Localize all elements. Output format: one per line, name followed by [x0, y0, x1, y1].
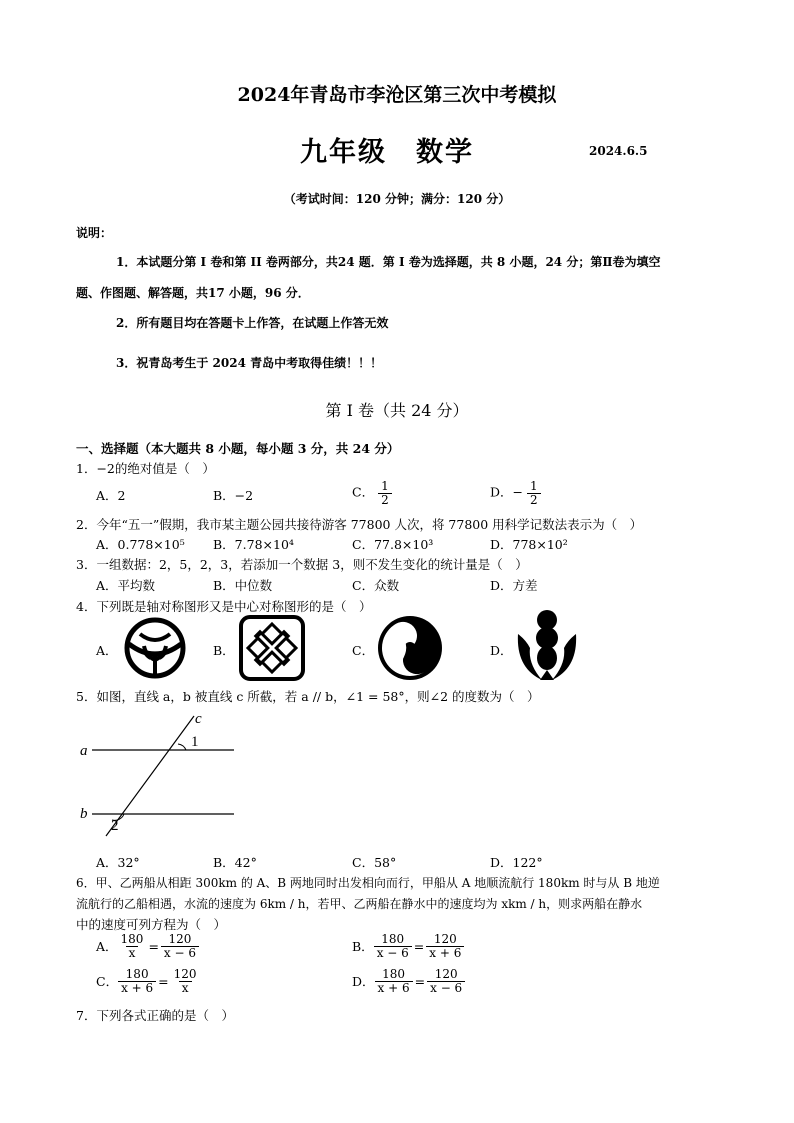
- q1-option-d-fraction: [527, 480, 541, 506]
- q5-angle-1-arc: [178, 744, 186, 750]
- q6-option-a: [96, 933, 199, 959]
- q4-stem: 4．下列既是轴对称图形又是中心对称图形的是（ ）: [76, 599, 372, 614]
- q6-option-b-equals: =: [413, 938, 425, 954]
- q6-option-c-right-fraction: [171, 968, 200, 994]
- q4-option-a: A．: [96, 643, 118, 658]
- q6-option-d-label: D．: [352, 974, 375, 990]
- q6-option-d-left-num: 180: [382, 967, 406, 981]
- q6-option-a-left-fraction: [118, 933, 147, 959]
- q4-option-c: C．: [352, 643, 375, 658]
- q2-option-d: D．778×10²: [490, 537, 568, 552]
- q2-option-a: A．0.778×10⁵: [96, 537, 185, 552]
- q6-stem-line-3: 中的速度可列方程为（ ）: [76, 917, 227, 932]
- q6-option-d: [352, 968, 465, 994]
- q6-option-c-label: C．: [96, 974, 119, 990]
- q6-option-b: [352, 933, 464, 959]
- q3-option-a: A．平均数: [96, 578, 156, 593]
- q5-stem: 5．如图，直线 a，b 被直线 c 所截，若 a // b，∠1 = 58°，则∠2 的度数为（ ）: [76, 689, 540, 704]
- q1-option-a: A．2: [96, 488, 126, 503]
- q1-option-c: [352, 480, 392, 506]
- q2-option-b: B．7.78×10⁴: [213, 537, 294, 552]
- q6-option-a-left-den: x: [126, 946, 139, 960]
- q6-option-b-label: B．: [352, 939, 374, 955]
- q6-option-b-left-num: 180: [381, 932, 405, 946]
- notes-item-1-line-2: 题、作图题、解答题，共17 小题，96 分．: [76, 286, 310, 300]
- q6-option-c-left-fraction: [118, 968, 156, 994]
- q5-label-b: b: [80, 806, 88, 822]
- q1-option-d-label: D．−: [490, 484, 523, 500]
- q5-label-c: c: [195, 711, 202, 727]
- q6-option-b-right-fraction: [426, 933, 464, 959]
- notes-label: 说明：: [76, 226, 113, 240]
- q1-option-c-fraction: [378, 480, 392, 506]
- q1-option-c-denominator: 2: [378, 493, 392, 507]
- q6-option-a-right-fraction: [161, 933, 199, 959]
- q4-option-b: B．: [213, 643, 235, 658]
- q5-label-a: a: [80, 743, 88, 759]
- q5-option-c: C．58°: [352, 855, 397, 870]
- q6-option-c-right-num: 120: [173, 967, 197, 981]
- q5-line-c: [106, 716, 194, 836]
- q6-stem-line-2: 流航行的乙船相遇，水流的速度为 6km / h，若甲、乙两船在静水中的速度均为 xkm / h，则求两船在静水: [76, 897, 643, 911]
- q6-option-c-left-num: 180: [125, 967, 149, 981]
- q6-option-d-right-fraction: [427, 968, 465, 994]
- part1-heading: 一、选择题（本大题共 8 小题，每小题 3 分，共 24 分）: [76, 441, 400, 456]
- q5-label-1: 1: [191, 734, 199, 750]
- q6-option-c-equals: =: [158, 973, 169, 989]
- q1-option-d: [490, 480, 541, 506]
- q6-option-d-right-num: 120: [434, 967, 458, 981]
- q2-stem: 2．今年“五一”假期，我市某主题公园共接待游客 77800 人次，将 77800 用科学记数法表示为（ ）: [76, 517, 643, 532]
- q6-option-d-right-den: x − 6: [427, 981, 465, 995]
- q6-option-a-right-den: x − 6: [161, 946, 199, 960]
- q6-option-d-left-den: x + 6: [375, 981, 413, 995]
- q6-option-a-left-num: 180: [120, 932, 144, 946]
- q3-option-b: B．中位数: [213, 578, 273, 593]
- q3-stem: 3．一组数据：2，5，2，3，若添加一个数据 3，则不发生变化的统计量是（ ）: [76, 557, 528, 572]
- notes-item-3: 3．祝青岛考生于 2024 青岛中考取得佳绩！！！: [116, 356, 383, 370]
- q5-option-a: A．32°: [96, 855, 140, 870]
- q5-option-b: B．42°: [213, 855, 257, 870]
- q6-option-a-right-num: 120: [168, 932, 192, 946]
- exam-date: 2024.6.5: [589, 144, 648, 158]
- q5-option-d: D．122°: [490, 855, 543, 870]
- q4-figure-b-cross-square-icon: [238, 614, 306, 682]
- q6-option-d-left-fraction: [375, 968, 413, 994]
- q6-option-c-right-den: x: [179, 981, 192, 995]
- q6-option-b-right-den: x + 6: [426, 946, 464, 960]
- exam-subject: 九年级 数学: [300, 137, 474, 168]
- q7-stem: 7．下列各式正确的是（ ）: [76, 1008, 234, 1023]
- q4-figure-a-emblem-icon: [120, 616, 190, 680]
- q3-option-c: C．众数: [352, 578, 400, 593]
- q5-parallel-lines-diagram: [78, 710, 248, 838]
- q2-option-c: C．77.8×10³: [352, 537, 434, 552]
- notes-item-2: 2．所有题目均在答题卡上作答，在试题上作答无效: [116, 316, 389, 330]
- q4-figure-c-swirl-icon: [376, 614, 444, 682]
- q6-option-c: [96, 968, 200, 994]
- exam-title: 2024年青岛市李沧区第三次中考模拟: [237, 84, 557, 106]
- q6-option-b-left-fraction: [374, 933, 412, 959]
- q1-option-d-numerator: 1: [529, 479, 538, 493]
- q1-option-c-numerator: 1: [381, 479, 389, 493]
- q6-option-c-left-den: x + 6: [118, 981, 156, 995]
- q1-option-c-label: C．: [352, 484, 375, 500]
- q6-option-a-label: A．: [96, 939, 118, 955]
- exam-time: （考试时间：120 分钟；满分：120 分）: [283, 192, 511, 206]
- section-title: 第 I 卷（共 24 分）: [325, 401, 469, 420]
- q1-stem: 1．−2的绝对值是（ ）: [76, 461, 215, 476]
- q6-stem-line-1: 6．甲、乙两船从相距 300km 的 A、B 两地同时出发相向而行，甲船从 A 地顺流航行 180km 时与从 B 地逆: [76, 876, 660, 890]
- q1-option-d-denominator: 2: [527, 493, 541, 507]
- q4-figure-d-flower-icon: [514, 608, 580, 684]
- q5-label-2: 2: [111, 818, 119, 834]
- q4-option-d: D．: [490, 643, 513, 658]
- q1-option-b: B．−2: [213, 488, 254, 503]
- q3-option-d: D．方差: [490, 578, 538, 593]
- q6-option-b-left-den: x − 6: [374, 946, 412, 960]
- notes-item-1-line-1: 1．本试题分第 I 卷和第 II 卷两部分，共24 题．第 I 卷为选择题，共 8 小题，24 分；第Ⅱ卷为填空: [116, 255, 661, 269]
- q6-option-d-equals: =: [414, 973, 426, 989]
- q6-option-a-equals: =: [148, 938, 159, 954]
- q6-option-b-right-num: 120: [433, 932, 457, 946]
